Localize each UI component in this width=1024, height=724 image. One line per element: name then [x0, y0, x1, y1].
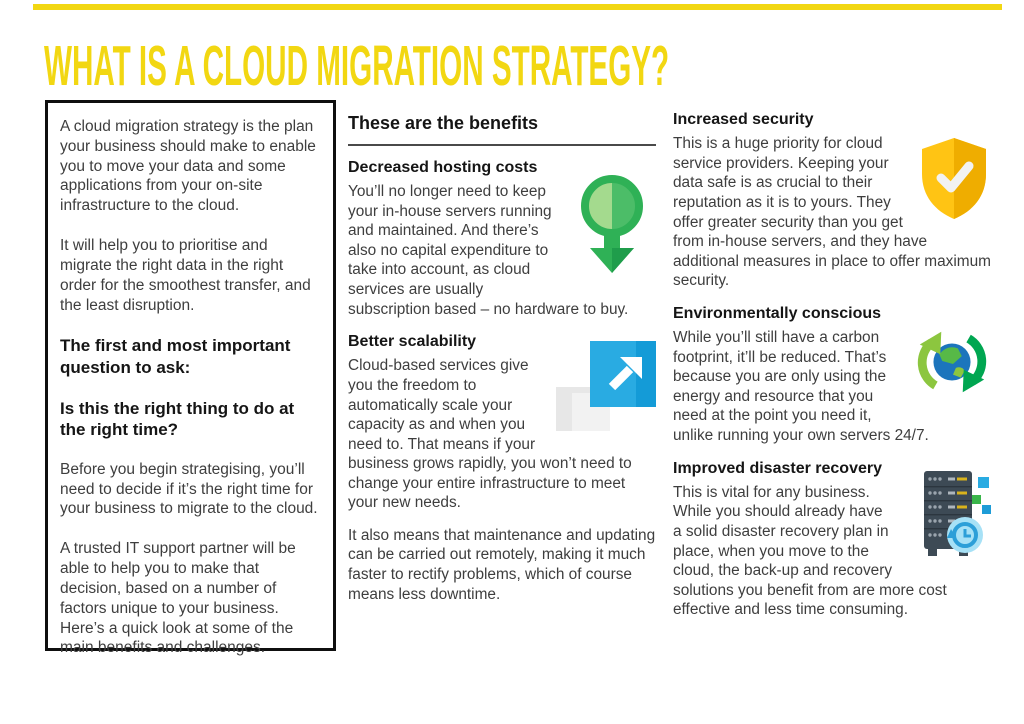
intro-paragraph-3: Before you begin strategising, you’ll need to decide if it’s the right time for your business to migrate to the cloud.: [60, 460, 318, 518]
benefit-better-scalability: [348, 332, 656, 604]
benefit-title: Improved disaster recovery: [673, 459, 882, 477]
benefit-title: Increased security: [673, 111, 814, 128]
top-accent-bar: [33, 4, 1002, 10]
decrease-arrow-icon: [568, 170, 656, 275]
server-backup-clock-icon: [902, 471, 992, 561]
intro-paragraph-1: A cloud migration strategy is the plan your business should make to enable you to move your data and some applications from your on-site infrastructure to the cloud.: [60, 118, 316, 215]
intro-box: [45, 100, 336, 657]
benefits-column-right: [673, 110, 992, 633]
benefit-body: This is vital for any business. While you should already have a solid disaster recovery plan in place, when you move to the cloud, the back-up and recovery solutions you benefit from are more cost effective and less time consuming.: [673, 483, 947, 619]
header-divider-line: [348, 144, 656, 146]
scale-up-arrow-icon: [556, 341, 656, 433]
benefit-improved-disaster-recovery: [673, 459, 992, 620]
benefits-column-left: [348, 112, 656, 617]
benefit-increased-security: [673, 110, 992, 291]
benefit-body: Cloud-based services give you the freedom to automatically scale your capacity as and when you need to. That means if your business grows rapidly, you won’t need to change your entire infrastructure to meet your new needs.: [348, 357, 632, 512]
benefit-title: Environmentally conscious: [673, 304, 882, 322]
intro-question-lead: The first and most important question to ask:: [60, 336, 291, 377]
benefit-environmentally-conscious: [673, 304, 992, 446]
intro-question: Is this the right thing to do at the right time?: [60, 398, 295, 439]
benefit-title: Better scalability: [348, 333, 477, 351]
intro-paragraph-4: A trusted IT support partner will be able to help you to make that decision, based on a number of factors unique to your business. Here’s a quick look at some of the main benefits and challenges.: [60, 540, 296, 657]
benefit-body: You’ll no longer need to keep your in-house servers running and maintained. And there’s also no capital expenditure to take into account, as cloud services are usually subscription based – no hardware to buy.: [348, 183, 629, 318]
benefit-body: While you’ll still have a carbon footprint, it’ll be reduced. That’s because you are only using the energy and resource that you need at the point you need it, unlike running your own servers 24/7.: [673, 329, 929, 444]
benefit-decreased-hosting-costs: [348, 158, 656, 319]
benefit-body-2: It also means that maintenance and updating can be carried out remotely, making it much faster to rectify problems, which of course means less downtime.: [348, 526, 656, 603]
intro-paragraph-2: It will help you to prioritise and migrate the right data in the right order for the smoothest transfer, and the least disruption.: [60, 237, 311, 314]
shield-check-icon: [916, 136, 992, 221]
benefit-title: Decreased hosting costs: [348, 158, 538, 176]
benefit-body: This is a huge priority for cloud service providers. Keeping your data safe is as crucial to their reputation as it is to yours. They offer greater security than you get from in-house servers, and they have additional measures in place to offer maximum security.: [673, 135, 991, 290]
benefits-header: These are the benefits: [348, 113, 539, 133]
eco-recycle-globe-icon: [912, 316, 992, 408]
page-title: WHAT IS A CLOUD MIGRATION STRATEGY?: [44, 34, 670, 98]
